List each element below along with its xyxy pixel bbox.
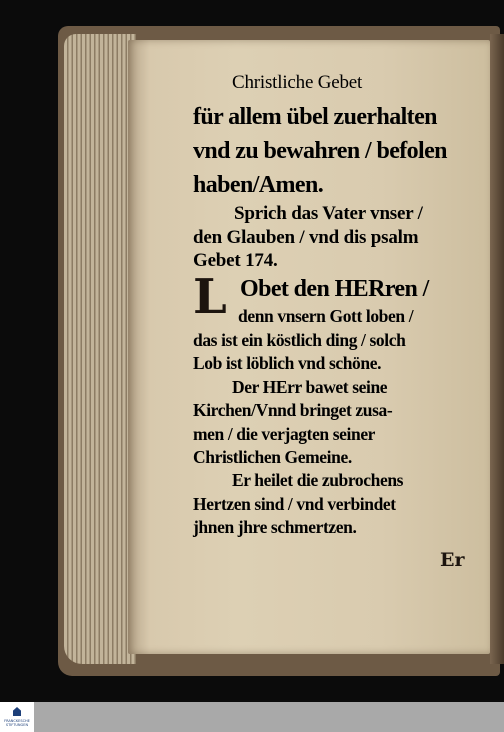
text-line: den Glauben / vnd dis psalm <box>193 227 419 248</box>
text-line: Gebet 174. <box>193 250 278 271</box>
text-line: Hertzen sind / vnd verbindet <box>193 494 396 514</box>
text-line: jhnen jhre schmertzen. <box>193 517 357 537</box>
text-line: Christlichen Gemeine. <box>193 447 352 467</box>
page-edges <box>64 34 136 664</box>
text-line: Er heilet die zubrochens <box>232 470 404 490</box>
text-line: vnd zu bewahren / befolen <box>193 138 447 164</box>
page-heading: Christliche Gebet <box>232 72 363 93</box>
text-line: haben/Amen. <box>193 172 324 198</box>
text-line: men / die verjagten seiner <box>193 424 376 444</box>
institution-logo[interactable] <box>0 702 34 732</box>
text-line: denn vnsern Gott loben / <box>238 306 414 326</box>
text-line: für allem übel zuerhalten <box>193 104 437 130</box>
text-line: Lob ist löblich vnd schöne. <box>193 353 382 373</box>
catchword: Er <box>440 549 465 571</box>
drop-cap: L <box>193 269 227 325</box>
text-line: Sprich das Vater vnser / <box>234 203 423 224</box>
building-icon <box>13 707 21 716</box>
text-line: Kirchen/Vnnd bringet zusa- <box>193 400 393 420</box>
text-line: Der HErr bawet seine <box>232 377 388 397</box>
logo-text: FRANCKESCHE STIFTUNGEN <box>4 719 30 727</box>
binding-edge <box>490 34 504 664</box>
text-line: das ist ein köstlich ding / solch <box>193 330 406 350</box>
text-line: Obet den HERren / <box>240 276 429 302</box>
footer-bar <box>0 702 504 732</box>
